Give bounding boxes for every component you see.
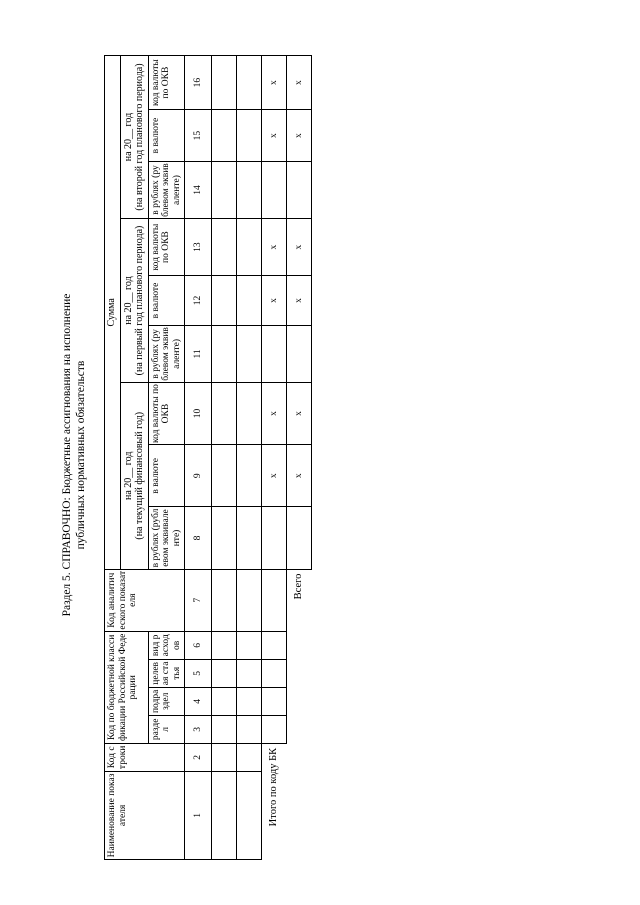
- data-cell[interactable]: [237, 56, 262, 110]
- header-analytic-code: Код аналитического показателя: [105, 569, 185, 631]
- data-cell[interactable]: [212, 325, 237, 382]
- data-cell[interactable]: [237, 631, 262, 659]
- header-rub-3: в рублях (рублевом эквиваленте): [148, 162, 185, 219]
- header-bk-code: Код по бюджетной классификации Российской Федерации: [105, 631, 149, 743]
- data-cell[interactable]: [212, 687, 237, 715]
- x-mark: x: [262, 445, 287, 507]
- header-section: раздел: [148, 715, 185, 743]
- total-bk-label: Итого по коду БК: [262, 743, 287, 859]
- data-cell[interactable]: [212, 56, 237, 110]
- total-cell[interactable]: [262, 631, 287, 659]
- header-expense-type: вид расходов: [148, 631, 185, 659]
- total-cell[interactable]: [262, 659, 287, 687]
- data-cell[interactable]: [237, 445, 262, 507]
- data-cell[interactable]: [212, 382, 237, 444]
- col-number: 14: [185, 162, 212, 219]
- section-title-bold: СПРАВОЧНО: [61, 500, 73, 570]
- col-number: 9: [185, 445, 212, 507]
- data-cell[interactable]: [212, 659, 237, 687]
- header-currency-1: в валюте: [148, 445, 185, 507]
- col-number: 13: [185, 219, 212, 276]
- col-number: 8: [185, 507, 212, 569]
- header-year-plan2: на 20__ год (на второй год планового периода): [120, 56, 148, 219]
- x-mark: x: [262, 110, 287, 162]
- x-mark: x: [287, 382, 312, 444]
- x-mark: x: [287, 219, 312, 276]
- col-number: 6: [185, 631, 212, 659]
- total-cell[interactable]: [262, 162, 287, 219]
- data-cell[interactable]: [212, 569, 237, 631]
- x-mark: x: [287, 56, 312, 110]
- x-mark: x: [287, 445, 312, 507]
- total-bk-row: [262, 56, 287, 860]
- data-cell[interactable]: [212, 771, 237, 859]
- x-mark: x: [262, 382, 287, 444]
- total-cell[interactable]: [262, 715, 287, 743]
- col-number: 15: [185, 110, 212, 162]
- section-title: Раздел 5. СПРАВОЧНО: Бюджетные ассигнования на исполнение: [61, 293, 73, 617]
- col-number: 1: [185, 771, 212, 859]
- header-year-current: на 20__ год (на текущий финансовый год): [120, 382, 148, 569]
- x-mark: x: [262, 56, 287, 110]
- header-okv-2: код валюты по ОКВ: [148, 219, 185, 276]
- data-cell[interactable]: [237, 276, 262, 326]
- total-cell[interactable]: [262, 507, 287, 569]
- data-cell[interactable]: [237, 659, 262, 687]
- col-number: 3: [185, 715, 212, 743]
- rotated-form: [60, 50, 360, 860]
- data-cell[interactable]: [212, 743, 237, 771]
- x-mark: x: [287, 110, 312, 162]
- col-number: 10: [185, 382, 212, 444]
- header-target-article: целевая статья: [148, 659, 185, 687]
- data-cell[interactable]: [212, 219, 237, 276]
- total-cell[interactable]: [287, 162, 312, 219]
- appropriations-table: [104, 55, 312, 860]
- data-cell[interactable]: [212, 162, 237, 219]
- header-year-plan1: на 20__ год (на первый год планового периода): [120, 219, 148, 383]
- data-cell[interactable]: [237, 382, 262, 444]
- total-all-row: [287, 56, 312, 860]
- data-row-blank: [237, 56, 262, 860]
- total-cell[interactable]: [287, 507, 312, 569]
- section-subtitle: публичных нормативных обязательств: [75, 360, 87, 550]
- total-cell[interactable]: [262, 325, 287, 382]
- data-cell[interactable]: [237, 507, 262, 569]
- data-cell[interactable]: [212, 715, 237, 743]
- data-cell[interactable]: [212, 276, 237, 326]
- total-cell[interactable]: [262, 687, 287, 715]
- data-cell[interactable]: [237, 715, 262, 743]
- data-cell[interactable]: [212, 445, 237, 507]
- data-cell[interactable]: [237, 569, 262, 631]
- data-cell[interactable]: [237, 325, 262, 382]
- col-number: 2: [185, 743, 212, 771]
- col-number: 4: [185, 687, 212, 715]
- x-mark: x: [262, 219, 287, 276]
- data-cell[interactable]: [237, 110, 262, 162]
- header-name: Наименование показателя: [105, 771, 185, 859]
- x-mark: x: [287, 276, 312, 326]
- data-row: [212, 56, 237, 860]
- col-number: 16: [185, 56, 212, 110]
- header-sum: Сумма: [105, 56, 121, 570]
- column-numbers-row: [185, 56, 212, 860]
- total-all-label: Всего: [287, 569, 312, 659]
- header-currency-2: в валюте: [148, 276, 185, 326]
- col-number: 12: [185, 276, 212, 326]
- col-number: 7: [185, 569, 212, 631]
- total-cell[interactable]: [287, 325, 312, 382]
- header-row-code: Код строки: [105, 743, 185, 771]
- total-cell[interactable]: [262, 569, 287, 631]
- header-currency-3: в валюте: [148, 110, 185, 162]
- data-cell[interactable]: [212, 631, 237, 659]
- header-rub-2: в рублях (рублевом эквиваленте): [148, 325, 185, 382]
- header-subsection: подраздел: [148, 687, 185, 715]
- header-okv-3: код валюты по ОКВ: [148, 56, 185, 110]
- header-okv-1: код валюты по ОКВ: [148, 382, 185, 444]
- data-cell[interactable]: [212, 507, 237, 569]
- data-cell[interactable]: [237, 219, 262, 276]
- col-number: 11: [185, 325, 212, 382]
- x-mark: x: [262, 276, 287, 326]
- data-cell[interactable]: [212, 110, 237, 162]
- data-cell[interactable]: [237, 687, 262, 715]
- data-cell[interactable]: [237, 743, 262, 771]
- data-cell[interactable]: [237, 162, 262, 219]
- header-rub-1: в рублях (рублевом эквиваленте): [148, 507, 185, 569]
- col-number: 5: [185, 659, 212, 687]
- data-cell[interactable]: [237, 771, 262, 859]
